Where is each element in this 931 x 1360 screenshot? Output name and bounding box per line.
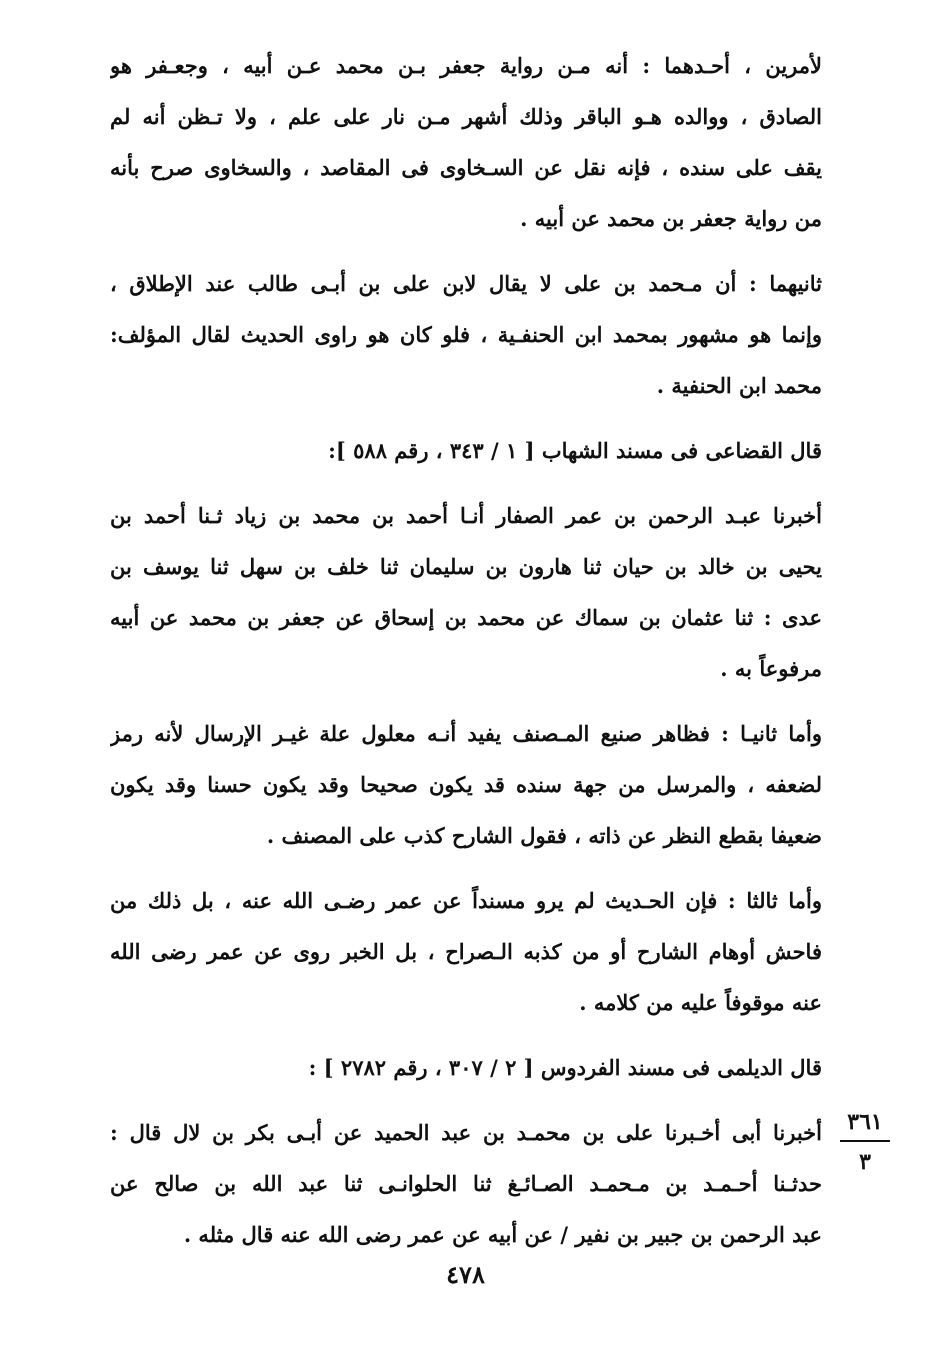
- text-line: من رواية جعفر بن محمد عن أبيه .: [520, 206, 822, 231]
- paragraph: [110, 425, 822, 476]
- text-line: أخبرنا أبى أخـبرنا على بن محمـد بن عبد الحميد عن أبـى بكر بن لال قال :: [110, 1120, 822, 1145]
- text-line: قال القضاعى فى مسند الشهاب [ ١ / ٣٤٣ ، رقم ٥٨٨ ]:: [328, 438, 822, 463]
- text-line: لأمرين ، أحـدهما : أنه مـن رواية جعفر بـن محمد عـن أبيه ، وجعـفر هو: [110, 53, 822, 78]
- margin-reference-top: ٣٦١: [847, 1109, 883, 1135]
- page-body: [110, 40, 822, 1274]
- paragraph: [110, 40, 822, 244]
- text-line: أخبرنا عبـد الرحمن بن عمر الصفار أنـا أحمد بن محمد بن زياد ثـنا أحمد بن: [110, 503, 822, 528]
- paragraph: [110, 708, 822, 861]
- text-line: قال الديلمى فى مسند الفردوس [ ٢ / ٣٠٧ ، رقم ٢٧٨٢ ] :: [308, 1055, 822, 1080]
- paragraph: [110, 1107, 822, 1260]
- paragraph: [110, 875, 822, 1028]
- text-line: عنه موقوفاً عليه من كلامه .: [579, 990, 822, 1015]
- paragraph: [110, 1042, 822, 1093]
- text-line: وإنما هو مشهور بمحمد ابن الحنفـية ، فلو كان هو راوى الحديث لقال المؤلف:: [110, 322, 822, 347]
- text-line: لضعفه ، والمرسل من جهة سنده قد يكون صحيحا وقد يكون حسنا وقد يكون: [110, 772, 822, 797]
- text-line: وأما ثانيـا : فظاهر صنيع المـصنف يفيد أنـه معلول علة غيـر الإرسال لأنه رمز: [110, 721, 822, 746]
- text-line: الصادق ، ووالده هـو الباقر وذلك أشهر مـن نار على علم ، ولا تـظن أنه لم: [110, 104, 822, 129]
- text-line: عبد الرحمن بن جبير بن نفير / عن أبيه عن عمر رضى الله عنه قال مثله .: [183, 1222, 822, 1247]
- text-line: فاحش أوهام الشارح أو من كذبه الـصراح ، بل الخبر روى عن عمر رضى الله: [110, 939, 822, 964]
- text-line: حدثـنا أحـمـد بن مـحمـد الصـائـغ ثنا الحلوانـى ثنا عبد الله بن صالح عن: [110, 1171, 822, 1196]
- margin-reference-rule: [840, 1140, 890, 1142]
- text-line: ضعيفا بقطع النظر عن ذاته ، فقول الشارح كذب على المصنف .: [266, 823, 822, 848]
- text-line: مرفوعاً به .: [720, 656, 822, 681]
- paragraph: [110, 258, 822, 411]
- text-line: وأما ثالثا : فإن الحـديث لم يرو مسنداً عن عمر رضـى الله عنه ، بل ذلك من: [110, 888, 822, 913]
- page-number: ٤٧٨: [446, 1260, 485, 1289]
- text-line: عدى : ثنا عثمان بن سماك عن محمد بن إسحاق عن جعفر بن محمد عن أبيه: [110, 605, 822, 630]
- margin-reference: [838, 1108, 892, 1176]
- paragraph: [110, 490, 822, 694]
- text-line: يقف على سنده ، فإنه نقل عن السـخاوى فى المقاصد ، والسخاوى صرح بأنه: [110, 155, 822, 180]
- text-line: ثانيهما : أن مـحمد بن على لا يقال لابن على بن أبـى طالب عند الإطلاق ،: [110, 271, 822, 296]
- text-line: يحيى بن خالد بن حيان ثنا هارون بن سليمان ثنا خلف بن سهل ثنا يوسف بن: [110, 554, 822, 579]
- margin-reference-bottom: ٣: [859, 1149, 871, 1175]
- text-line: محمد ابن الحنفية .: [656, 373, 822, 398]
- paragraph-list: [110, 40, 822, 1260]
